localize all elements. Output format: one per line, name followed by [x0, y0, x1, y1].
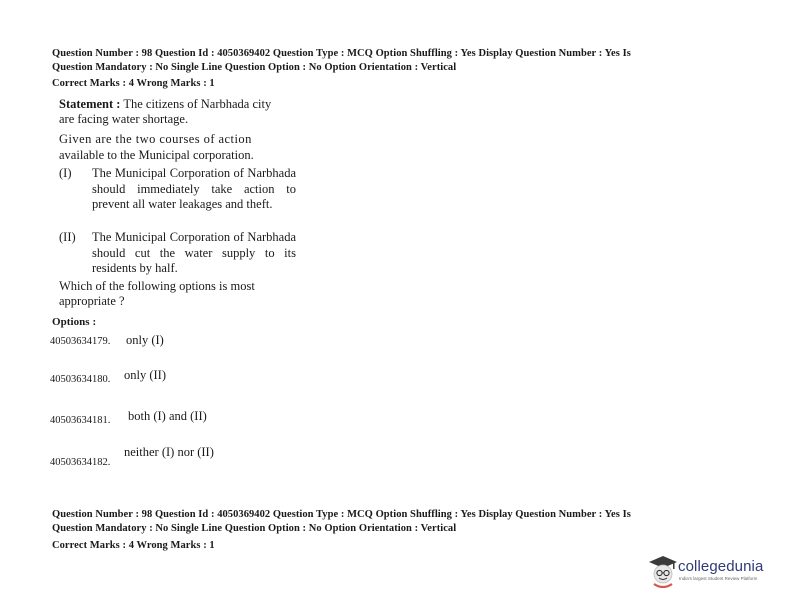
next-question-meta-line-1: Question Number : 98 Question Id : 4050369402 Question Type : MCQ Option Shuffling : Yes Display Question Number : Yes Is: [52, 509, 631, 520]
course-item-1-text: The Municipal Corporation of Narbhada should immediately take action to prevent all water leakages and theft.: [92, 166, 296, 211]
statement-line-1: [59, 97, 271, 113]
collegedunia-watermark: [648, 554, 778, 590]
question-meta-line-2: Question Mandatory : No Single Line Question Option : No Option Orientation : Vertical: [52, 62, 457, 73]
option-4-text[interactable]: neither (I) nor (II): [124, 445, 214, 459]
marks-line: Correct Marks : 4 Wrong Marks : 1: [52, 78, 215, 89]
statement-text-1: The citizens of Narbhada city: [123, 97, 272, 111]
course-item-2-text: The Municipal Corporation of Narbhada should cut the water supply to its residents by half.: [92, 230, 296, 275]
option-1-id: 40503634179.: [50, 336, 111, 347]
ask-line-2: appropriate ?: [59, 294, 125, 308]
course-item-1-number: (I): [59, 166, 72, 180]
collegedunia-tagline: India's largest Student Review Platform: [679, 576, 758, 581]
option-3-text[interactable]: both (I) and (II): [128, 409, 207, 423]
option-2-text[interactable]: only (II): [124, 368, 166, 382]
given-line-1: Given are the two courses of action: [59, 132, 252, 146]
collegedunia-brand: collegedunia: [678, 558, 764, 575]
option-4-id: 40503634182.: [50, 457, 111, 468]
ask-line-1: Which of the following options is most: [59, 279, 255, 293]
option-1-text[interactable]: only (I): [126, 333, 164, 347]
course-item-2: [59, 230, 299, 276]
next-question-meta-line-2: Question Mandatory : No Single Line Question Option : No Option Orientation : Vertical: [52, 523, 457, 534]
option-3-id: 40503634181.: [50, 415, 111, 426]
graduate-face-icon: [648, 554, 678, 588]
options-label: Options :: [52, 316, 97, 328]
course-item-2-number: (II): [59, 230, 76, 244]
statement-line-2: are facing water shortage.: [59, 112, 189, 126]
question-meta-line-1: Question Number : 98 Question Id : 4050369402 Question Type : MCQ Option Shuffling : Yes Display Question Number : Yes Is: [52, 48, 631, 59]
given-line-2: available to the Municipal corporation.: [59, 148, 254, 162]
next-marks-line: Correct Marks : 4 Wrong Marks : 1: [52, 540, 215, 551]
statement-label: Statement :: [59, 97, 121, 111]
option-2-id: 40503634180.: [50, 374, 111, 385]
course-item-1: [59, 166, 299, 228]
